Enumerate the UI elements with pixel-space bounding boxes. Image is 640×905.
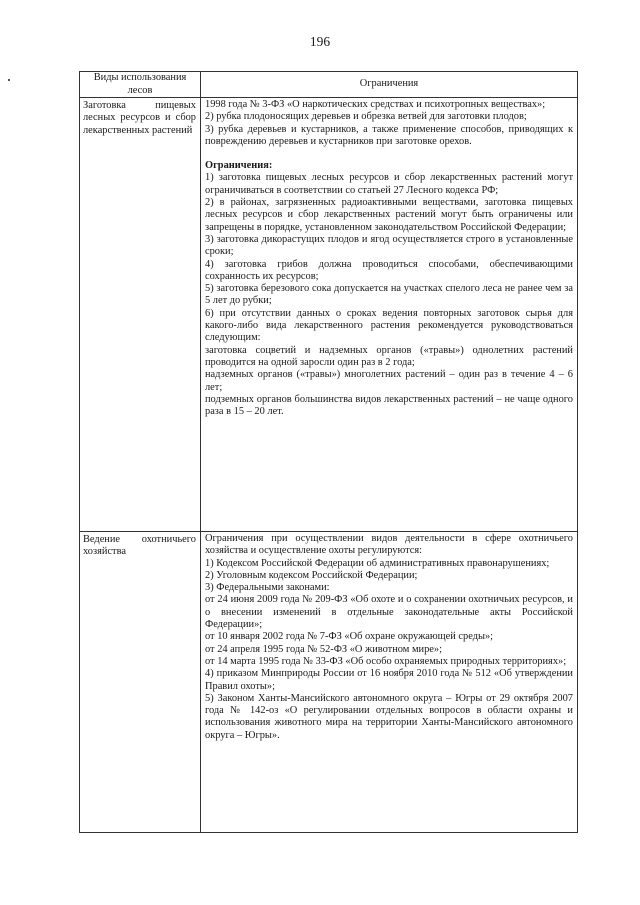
header-usage-types: Виды использования лесов xyxy=(80,72,201,98)
list-item: 4) заготовка грибов должна проводиться способами, обеспечивающими сохранность их ресурсов; xyxy=(205,258,573,282)
page-number: 196 xyxy=(309,34,331,49)
list-item: 2) в районах, загрязненных радиоактивными веществами, заготовка пищевых лесных ресурсов и сбор лекарственных растений могут быть ограничены или запрещены в порядке, установленном законодательством Российской Федерации; xyxy=(205,197,573,233)
paragraph: 1998 года № 3-ФЗ «О наркотических средствах и психотропных веществах»; xyxy=(205,99,546,110)
list-item: 3) заготовка дикорастущих плодов и ягод осуществляется строго в установленные сроки; xyxy=(205,233,573,258)
list-item: подземных органов большинства видов лекарственных растений – не чаще одного раза в 15 – 20 лет. xyxy=(205,393,573,418)
list-item: 1) Кодексом Российской Федерации об административных правонарушениях; xyxy=(205,557,550,569)
list-item: 5) Законом Ханты-Мансийского автономного округа – Югры от 29 октября 2007 года № 142-оз «О регулировании отдельных вопросов в области охраны и использования животного мира на территории Ханты-Мансийского автономного округа – Югры». xyxy=(205,692,573,741)
list-item: 2) Уголовным кодексом Российской Федерации; xyxy=(205,569,418,581)
list-item: Ограничения при осуществлении видов деятельности в сфере охотничьего хозяйства и осуществление охоты регулируются: xyxy=(205,533,573,557)
list-item: заготовка соцветий и надземных органов («травы») однолетних растений проводится на одной заросли один раз в 2 года; xyxy=(205,344,573,368)
list-item: 5) заготовка березового сока допускается на участках спелого леса не ранее чем за 5 лет до рубки; xyxy=(205,283,573,307)
paragraph: 2) рубка плодоносящих деревьев и обрезка ветвей для заготовки плодов; xyxy=(205,111,527,123)
list-item: от 10 января 2002 года № 7-ФЗ «Об охране окружающей среды»; xyxy=(205,631,494,643)
list-item: 4) приказом Минприроды России от 16 ноября 2010 года № 512 «Об утверждении Правил охоты»; xyxy=(205,668,573,692)
table-row-hunting xyxy=(80,532,578,833)
paragraph: 3) рубка деревьев и кустарников, а также применение способов, приводящих к повреждению деревьев и кустарников при заготовке орехов. xyxy=(205,123,573,147)
restrictions-cell xyxy=(201,98,578,532)
scan-speck xyxy=(8,79,10,81)
list-item: 6) при отсутствии данных о сроках ведения повторных заготовок сырья для какого-либо вида лекарственного растения рекомендуется руководствоваться следующим: xyxy=(205,307,573,344)
restrictions-cell xyxy=(201,532,578,833)
list-item: 3) Федеральными законами: xyxy=(205,582,330,594)
list-item: от 24 июня 2009 года № 209-ФЗ «Об охоте и о сохранении охотничьих ресурсов, и о внесении изменений в отдельные законодательные акты Российской Федерации»; xyxy=(205,594,573,631)
usage-type-cell: Заготовка пищевых лесных ресурсов и сбор лекарственных растений xyxy=(80,98,201,532)
restrictions-table xyxy=(79,71,578,833)
list-item: 1) заготовка пищевых лесных ресурсов и сбор лекарственных растений могут ограничиваться в соответствии со статьей 27 Лесного кодекса РФ; xyxy=(205,172,573,196)
header-restrictions: Ограничения xyxy=(201,72,578,98)
list-item: надземных органов («травы») многолетних растений – один раз в течение 4 – 6 лет; xyxy=(205,369,573,393)
usage-type-cell: Ведение охотничьего хозяйства xyxy=(80,532,201,833)
table-row-food-resources xyxy=(80,98,578,532)
list-item: от 14 марта 1995 года № 33-ФЗ «Об особо охраняемых природных территориях»; xyxy=(205,655,567,667)
restrictions-heading: Ограничения: xyxy=(205,160,273,172)
list-item: от 24 апреля 1995 года № 52-ФЗ «О животном мире»; xyxy=(205,643,442,655)
table-header-row xyxy=(80,72,578,98)
